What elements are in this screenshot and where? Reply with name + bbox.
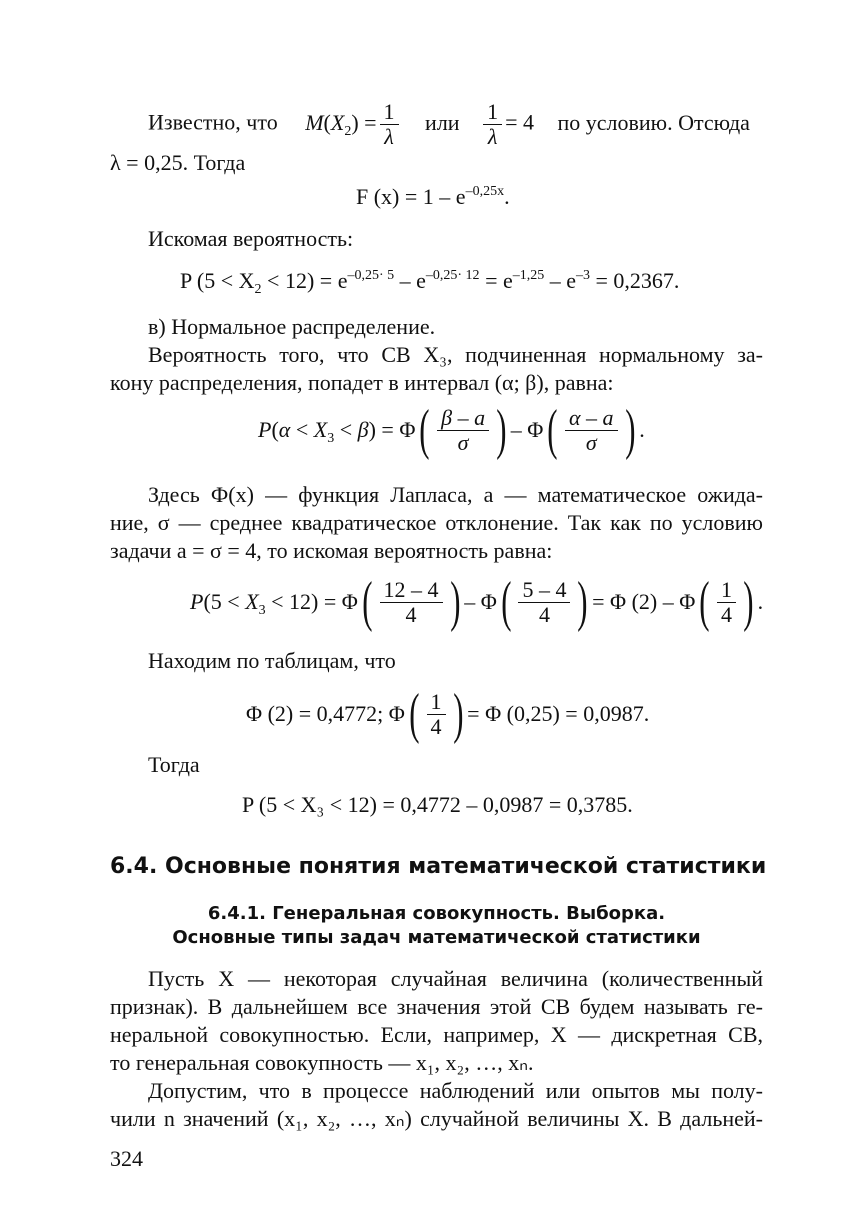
- intro-text-c: по условию. Отсюда: [557, 109, 750, 135]
- f5-b: = Φ (0,25) = 0,0987.: [467, 701, 650, 726]
- paragraph-sample-line-1: Допустим, что в процессе наблюдений или опытов мы полу-: [148, 1078, 763, 1103]
- formula-table-values: Φ (2) = 0,4772; Φ ( $\frac{1}{4}$ ) = Φ (0,25) = 0,0987.: [246, 683, 650, 745]
- paragraph-sample-line-2: чили n значений (x₁, x₂, …, xₙ) случайной величины X. В дальней-: [110, 1106, 763, 1131]
- formula-cdf: F $(x) = 1 - e^{-0,25x}$.: [356, 184, 510, 209]
- equals-four: = 4: [505, 109, 534, 135]
- f5-a: Φ (2) = 0,4772; Φ: [246, 701, 405, 726]
- intro-line-1: [148, 100, 750, 149]
- formula-cdf-text: F (x) = 1 – e: [356, 184, 466, 209]
- paragraph-laplace-line-1: Здесь Ф(x) — функция Лапласа, a — математическое ожида-: [148, 482, 763, 507]
- fraction-one-over-lambda: $\frac{1}{\lambda}$: [380, 100, 399, 149]
- formula-result: P (5 < X₃ < 12) = 0,4772 – 0,0987 = 0,3785.: [242, 792, 633, 817]
- f2-e1: –0,25· 5: [347, 268, 395, 283]
- f2-e2: –0,25· 12: [425, 268, 480, 283]
- formula-exponential-probability: P $(5 < X_2 < 12) = e^{-0,25\cdot 5} - e^{-0,25\cdot 12} = e^{-1,25} - e^{-3} = 0,2367$.: [180, 268, 680, 297]
- subsection-title-line-2: Основные типы задач математической статистики: [172, 927, 701, 948]
- paragraph-normal-line-1: Вероятность того, что СВ X₃, подчиненная нормальному за-: [148, 342, 763, 367]
- f2-left: P (5 < X: [180, 268, 255, 293]
- fraction-one-over-lambda-2: $\frac{1}{\lambda}$: [483, 100, 502, 149]
- paragraph-population-line-2: признак). В дальнейшем все значения этой СВ будем называть ге-: [110, 994, 763, 1019]
- intro-text-a: Известно, что: [148, 109, 278, 135]
- paragraph-population-line-1: Пусть X — некоторая случайная величина (количественный: [148, 966, 763, 991]
- paragraph-tables: Находим по таблицам, что: [148, 648, 396, 673]
- paragraph-laplace-line-3: задачи a = σ = 4, то искомая вероятность равна:: [110, 538, 553, 563]
- page-number: 324: [110, 1146, 143, 1171]
- f2-m2: – e: [394, 268, 426, 293]
- f2-e4: –3: [576, 268, 590, 283]
- paragraph-normal-heading: в) Нормальное распределение.: [148, 314, 436, 339]
- f2-mid: < 12) = e: [261, 268, 348, 293]
- formula-cdf-exponent: –0,25x: [465, 184, 505, 199]
- paragraph-laplace-line-2: ние, σ — среднее квадратическое отклонение. Так как по условию: [110, 510, 763, 535]
- f2-end: = 0,2367.: [590, 268, 680, 293]
- subsection-title-line-1: 6.4.1. Генеральная совокупность. Выборка.: [207, 903, 666, 924]
- formula-mean: $M(X_2)$ =: [305, 109, 377, 139]
- f2-e3: –1,25: [512, 268, 545, 283]
- f2-m3: = e: [479, 268, 513, 293]
- paragraph-probability: Искомая вероятность:: [148, 226, 354, 251]
- formula-normal-interval: $P(\alpha < X_3 < \beta) = \Phi$ ( $\frac{\beta - a}{\sigma}$ ) – Φ ( $\frac{\alpha - a}{\sigma}$ ) .: [258, 399, 645, 461]
- f2-m4: – e: [544, 268, 576, 293]
- section-title: 6.4. Основные понятия математической статистики: [110, 854, 767, 879]
- paragraph-population-line-4: то генеральная совокупность — x₁, x₂, …, xₙ.: [110, 1050, 534, 1075]
- paragraph-normal-line-2: кону распределения, попадет в интервал (α; β), равна:: [110, 370, 614, 395]
- paragraph-then: Тогда: [148, 752, 200, 777]
- intro-text-b: или: [425, 109, 460, 135]
- intro-line-2: λ = 0,25. Тогда: [110, 150, 246, 175]
- paragraph-population-line-3: неральной совокупностью. Если, например, X — дискретная СВ,: [110, 1022, 763, 1047]
- formula-normal-numeric: $P(5 < X_3 < 12) = \Phi$ ( $\frac{12 - 4}{4}$ ) – Φ ( $\frac{5 - 4}{4}$ ) = Φ (2) – Φ ( $\frac{1}{4}$ ) .: [190, 571, 764, 633]
